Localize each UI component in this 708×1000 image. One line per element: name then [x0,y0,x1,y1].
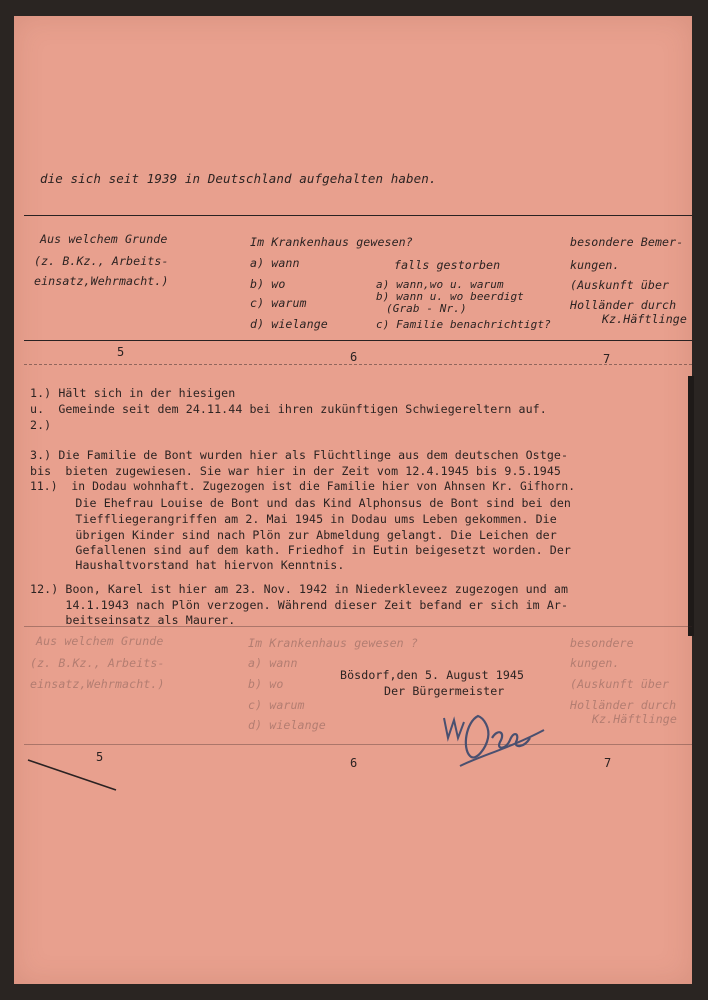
entry-line: Die Ehefrau Louise de Bont und das Kind Alphonsus de Bont sind bei den [40,496,572,510]
ghost-col6-a: a) wann [248,656,298,670]
ghost-rule-bottom [24,744,692,745]
col7-line-5: Kz.Häftlinge [602,312,687,326]
col6-item-c: c) warum [250,296,307,310]
col6-sub-item-c: c) Familie benachrichtigt? [376,318,551,331]
entry-line: beitseinsatz als Maurer. [30,613,236,627]
entry-line: bis bieten zugewiesen. Sie war hier in der Zeit vom 12.4.1945 bis 9.5.1945 [30,464,562,478]
ghost-col6-c: c) warum [248,698,305,712]
entry-line: 3.) Die Familie de Bont wurden hier als Flüchtlinge aus dem deutschen Ostge- [30,448,569,462]
entry-line: Tieffliegerangriffen am 2. Mai 1945 in Dodau ums Leben gekommen. Die [40,512,557,526]
ghost-number-7: 7 [604,756,612,770]
entry-line: 14.1.1943 nach Plön verzogen. Während dieser Zeit befand er sich im Ar- [30,598,569,612]
col5-number: 5 [117,345,125,359]
ghost-number-5: 5 [96,750,104,764]
col7-line-2: kungen. [570,258,620,272]
col6-sub-item-grab: (Grab - Nr.) [386,302,467,315]
col5-line-1: Aus welchem Grunde [40,232,168,246]
header-bottom-rule [24,340,692,341]
signoff-title: Der Bürgermeister [384,684,505,698]
col6-sub-item-a: a) wann,wo u. warum [376,278,504,291]
ghost-col6-b: b) wo [248,677,284,691]
col7-line-3: (Auskunft über [570,278,670,292]
col6-number: 6 [350,350,358,364]
header-top-rule [24,215,692,216]
ghost-col6-title: Im Krankenhaus gewesen ? [248,636,418,650]
ghost-col5-line-1: Aus welchem Grunde [36,634,164,648]
ghost-col7-2: kungen. [570,656,620,670]
col6-title: Im Krankenhaus gewesen? [250,235,413,249]
entry-line: 1.) Hält sich in der hiesigen [30,386,236,400]
entry-line: 2.) [30,418,52,432]
signoff-place-date: Bösdorf,den 5. August 1945 [340,668,525,682]
col7-line-1: besondere Bemer- [570,235,684,249]
entry-line: 12.) Boon, Karel ist hier am 23. Nov. 1942 in Niederkleveez zugezogen und am [30,582,569,596]
ghost-col7-3: (Auskunft über [570,677,670,691]
entry-line: übrigen Kinder sind nach Plön zur Abmeldung gelangt. Die Leichen der [40,528,557,542]
ghost-col7-1: besondere [570,636,634,650]
col6-sub-title: falls gestorben [394,258,501,272]
col5-line-3: einsatz,Wehrmacht.) [34,274,169,288]
page-heading: die sich seit 1939 in Deutschland aufgehalten haben. [40,171,437,186]
col7-number: 7 [603,352,611,366]
entry-line: Haushaltvorstand hat hiervon Kenntnis. [40,558,345,572]
col6-sub-item-b: b) wann u. wo beerdigt [376,290,524,303]
ghost-col5-line-2: (z. B.Kz., Arbeits- [30,656,165,670]
signature-mark [440,708,550,768]
ghost-number-6: 6 [350,756,358,770]
col6-item-a: a) wann [250,256,300,270]
page-edge-shadow [688,376,694,636]
entry-line: 11.) in Dodau wohnhaft. Zugezogen ist die Familie hier von Ahnsen Kr. Gifhorn. [30,480,576,493]
ghost-col5-line-3: einsatz,Wehrmacht.) [30,677,165,691]
entry-line: u. Gemeinde seit dem 24.11.44 bei ihren zukünftigen Schwiegereltern auf. [30,402,547,416]
col6-item-b: b) wo [250,277,286,291]
stray-pen-line [26,756,126,796]
header-dash-rule [24,364,692,365]
col7-line-4: Holländer durch [570,298,677,312]
ghost-col7-5: Kz.Häftlinge [592,712,677,726]
ghost-col6-d: d) wielange [248,718,326,732]
col6-item-d: d) wielange [250,317,328,331]
entry-line: Gefallenen sind auf dem kath. Friedhof in Eutin beigesetzt worden. Der [40,543,572,557]
ghost-col7-4: Holländer durch [570,698,677,712]
col5-line-2: (z. B.Kz., Arbeits- [34,254,169,268]
